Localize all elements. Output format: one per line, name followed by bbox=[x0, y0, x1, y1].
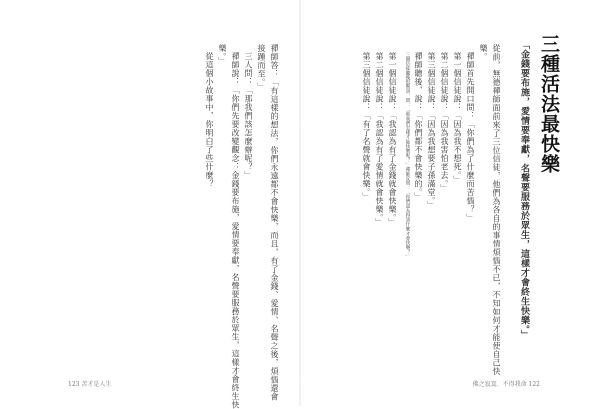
body-line: 第二個信徒說：「我認為有了愛情就會快樂。」 bbox=[375, 52, 384, 227]
page-footer-right: 佛之寂寞．不得我命 122 bbox=[472, 381, 540, 388]
body-line: 禪師說：「你們先要改變觀念：金錢要布施，愛情要奉獻，名聲要服務於眾生，這樣才會終生快 bbox=[231, 52, 240, 409]
body-line: 三人問：「那我們該怎麼辦呢？」 bbox=[244, 52, 253, 180]
chapter-title: 三種活法最快樂 bbox=[538, 34, 560, 174]
body-line: 從前，無德禪師面前來了三位信徒，他們為各自的事情煩惱不已，不知如何才能使自己快 bbox=[492, 44, 501, 376]
body-line: 禪師答：「有這樣的想法，你們永遠都不會快樂，而且，有了金錢、愛情、名聲之後，煩惱還會 bbox=[270, 44, 279, 401]
chapter-subtitle: 「金錢要布施，愛情要奉獻，名聲要服務於眾生，這樣才會終生快樂。」 bbox=[519, 40, 529, 340]
body-line: 禪師聽後，說：「你們都不會快樂的。」 bbox=[414, 52, 423, 201]
body-line: 第三個信徒說：「因為我想要子孫滿堂。」 bbox=[427, 52, 436, 210]
body-line: 第一個信徒說：「我認為有了金錢就會快樂。」 bbox=[388, 52, 397, 227]
body-line: 第三個信徒說：「有了名聲就會快樂。」 bbox=[362, 52, 371, 201]
body-line: 三個信徒聽後很驚訝，問：「那我們怎樣才能快樂呢？」禪師反問：「你們認為得到什麼才會快樂？」 bbox=[405, 52, 410, 259]
page-gutter bbox=[299, 0, 301, 406]
body-line: 樂。」 bbox=[218, 44, 227, 66]
body-line: 禪師首先開口問：「你們為了什麼而苦惱？」 bbox=[466, 52, 475, 222]
body-line: 樂。 bbox=[479, 44, 488, 61]
body-line: 第二個信徒說：「因為我害怕老去。」 bbox=[440, 52, 449, 193]
page-footer-left: 123 苦才是人生 bbox=[68, 381, 112, 388]
body-line: 接踵而至。」 bbox=[257, 44, 266, 91]
body-line: 第一個信徒說：「因為我不想死。」 bbox=[453, 52, 462, 184]
body-line: 從這個小故事中，你明白了些什麼？ bbox=[205, 52, 214, 188]
